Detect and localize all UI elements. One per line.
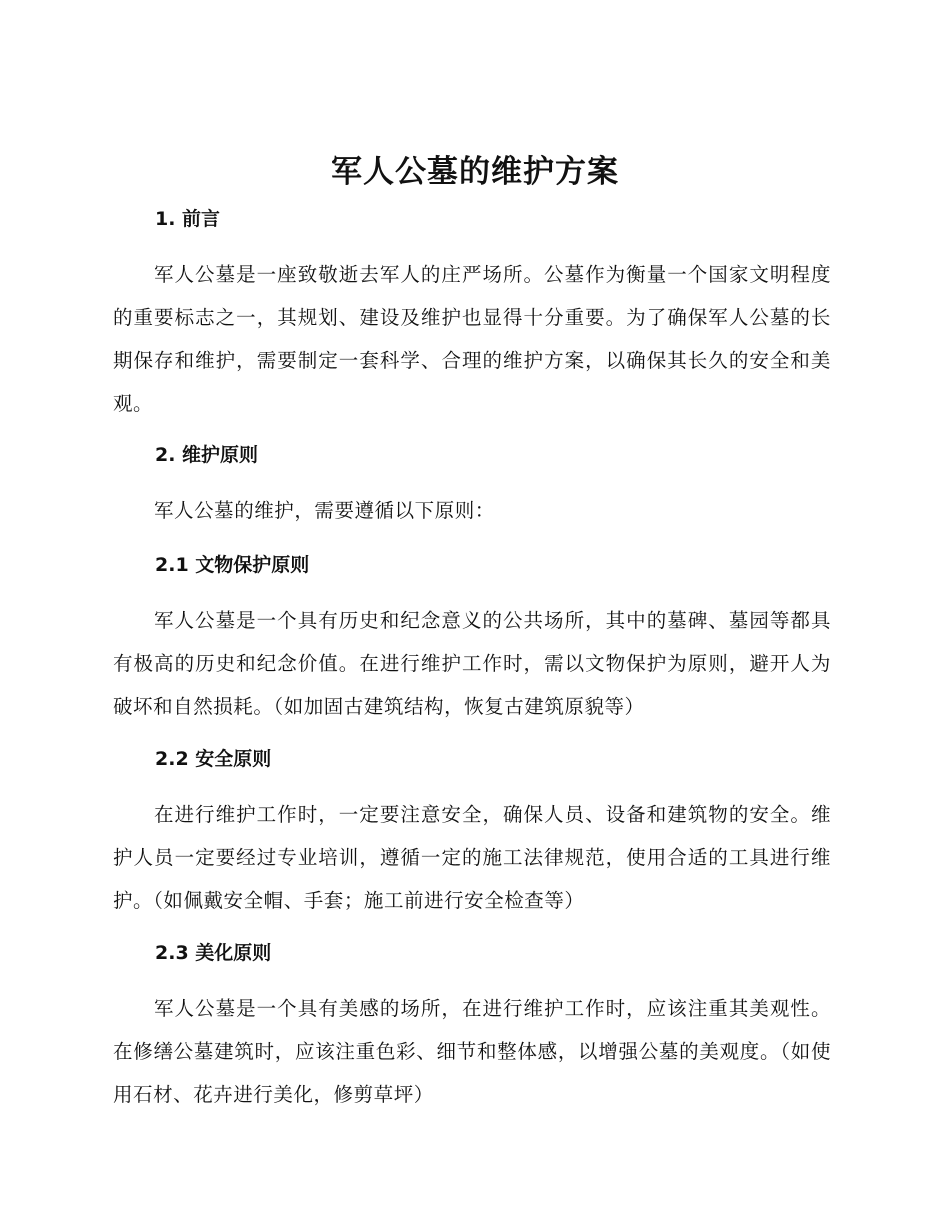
section-paragraph-safety: 在进行维护工作时，一定要注意安全，确保人员、设备和建筑物的安全。维护人员一定要经过专业培训，遵循一定的施工法律规范，使用合适的工具进行维护。（如佩戴安全帽、手套；施工前进行安全检查等） — [113, 803, 831, 912]
section-heading-heritage-protection: 2.1 文物保护原则 — [155, 554, 310, 576]
section-heading-safety: 2.2 安全原则 — [155, 748, 272, 770]
section-heading-beautification: 2.3 美化原则 — [155, 942, 272, 964]
section-paragraph-beautification: 军人公墓是一个具有美感的场所，在进行维护工作时，应该注重其美观性。在修缮公墓建筑时，应该注重色彩、细节和整体感，以增强公墓的美观度。（如使用石材、花卉进行美化，修剪草坪） — [113, 997, 831, 1106]
section-paragraph-heritage-protection: 军人公墓是一个具有历史和纪念意义的公共场所，其中的墓碑、墓园等都具有极高的历史和纪念价值。在进行维护工作时，需以文物保护为原则，避开人为破坏和自然损耗。（如加固古建筑结构，恢复古建筑原貌等） — [113, 609, 831, 718]
section-paragraph-principles: 军人公墓的维护，需要遵循以下原则： — [154, 499, 495, 522]
section-heading-principles: 2. 维护原则 — [155, 444, 259, 466]
document-title: 军人公墓的维护方案 — [331, 154, 619, 190]
section-paragraph-preface: 军人公墓是一座致敬逝去军人的庄严场所。公墓作为衡量一个国家文明程度的重要标志之一，其规划、建设及维护也显得十分重要。为了确保军人公墓的长期保存和维护，需要制定一套科学、合理的维护方案，以确保其长久的安全和美观。 — [113, 263, 831, 415]
section-heading-preface: 1. 前言 — [155, 208, 221, 230]
